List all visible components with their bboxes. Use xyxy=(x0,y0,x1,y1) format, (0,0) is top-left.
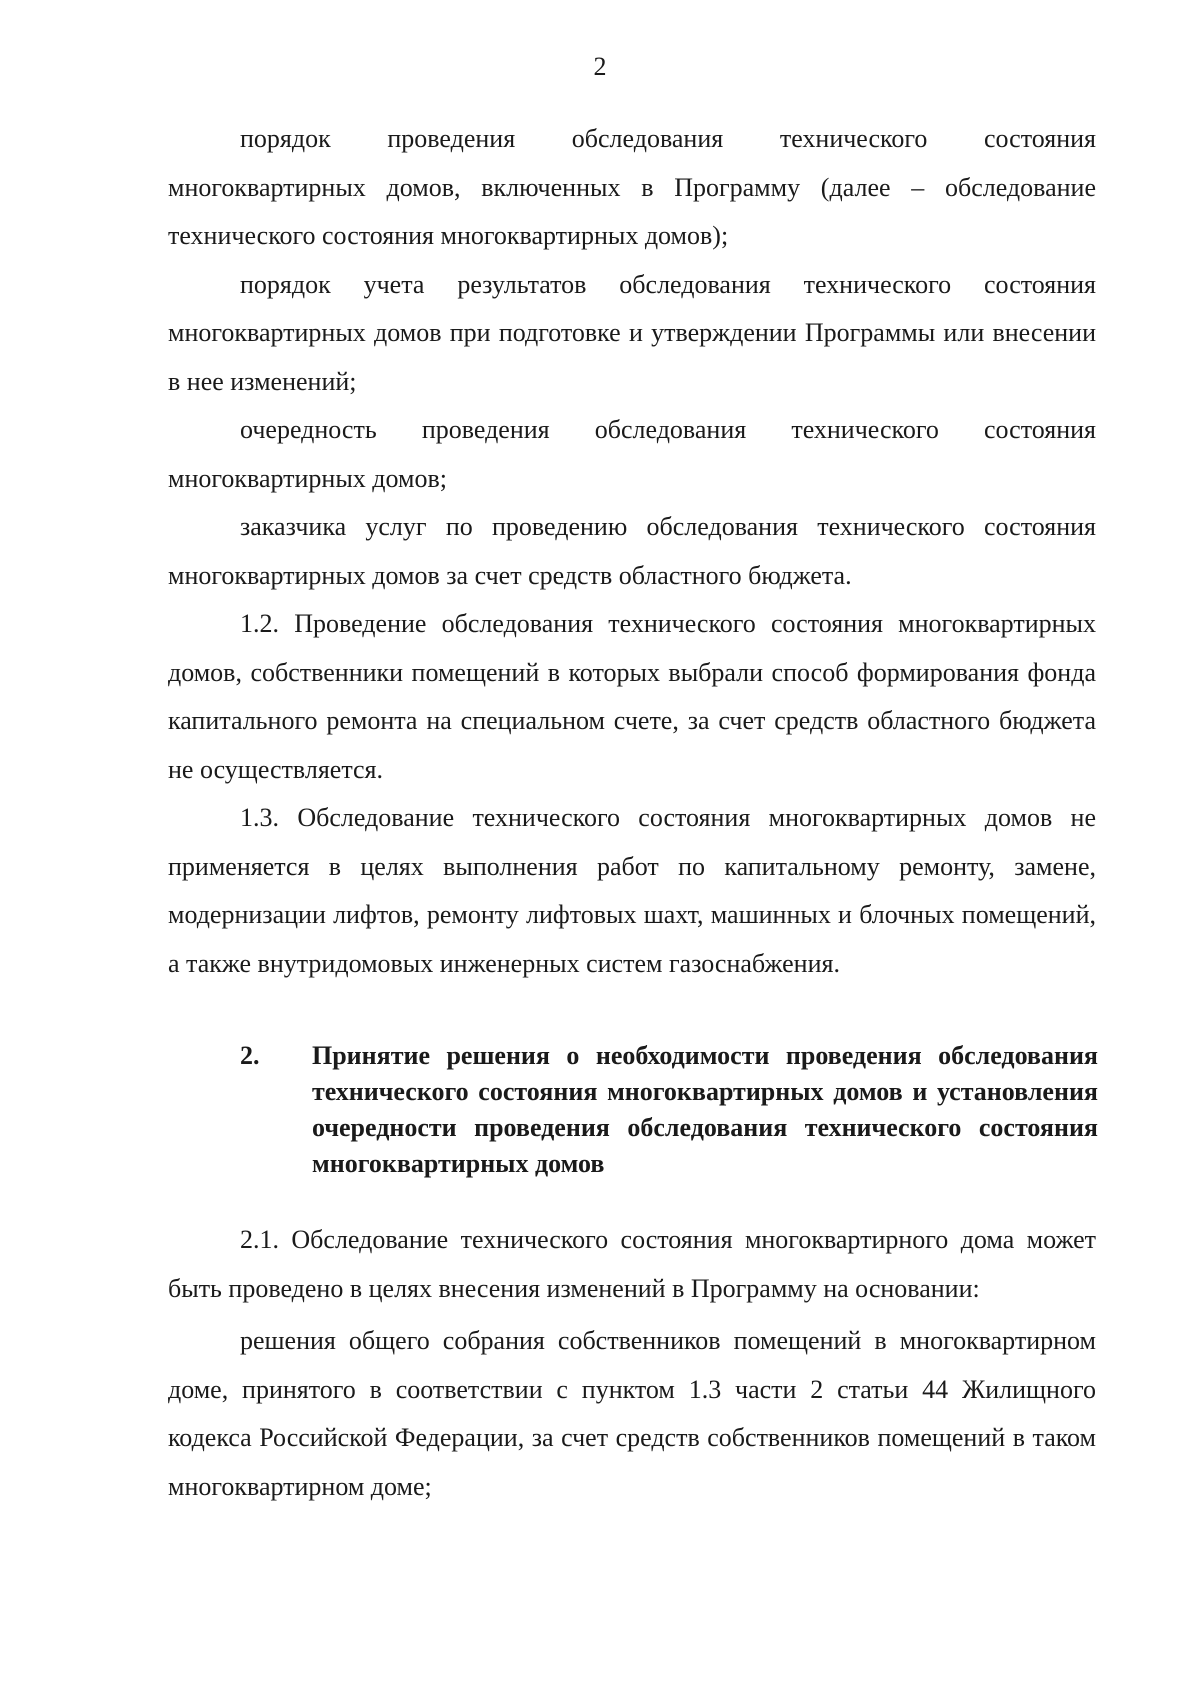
paragraph: очередность проведения обследования технического состояния многоквартирных домов; xyxy=(168,415,1096,493)
paragraph: заказчика услуг по проведению обследования технического состояния многоквартирных домов за счет средств областного бюджета. xyxy=(168,512,1096,590)
section-number: 2. xyxy=(240,1041,260,1070)
body-text-bottom xyxy=(168,1216,1096,1511)
paragraph: 1.3. Обследование технического состояния многоквартирных домов не применяется в целях выполнения работ по капитальному ремонту, замене, модернизации лифтов, ремонту лифтовых шахт, машинных и блочных помещений, а также внутридомовых инженерных систем газоснабжения. xyxy=(168,803,1096,978)
section-heading xyxy=(240,1038,1098,1182)
paragraph: порядок проведения обследования технического состояния многоквартирных домов, включенных в Программу (далее – обследование технического состояния многоквартирных домов); xyxy=(168,124,1096,250)
paragraph: порядок учета результатов обследования технического состояния многоквартирных домов при подготовке и утверждении Программы или внесении в нее изменений; xyxy=(168,269,1096,396)
page-number: 2 xyxy=(593,52,607,81)
paragraph: 2.1. Обследование технического состояния многоквартирного дома может быть проведено в целях внесения изменений в Программу на основании: xyxy=(168,1225,1096,1303)
body-text-top xyxy=(168,115,1096,988)
section-title: Принятие решения о необходимости проведения обследования технического состояния многоквартирных домов и установления очередности проведения обследования технического состояния многоквартирных домов xyxy=(312,1041,1098,1178)
paragraph: 1.2. Проведение обследования технического состояния многоквартирных домов, собственники помещений в которых выбрали способ формирования фонда капитального ремонта на специальном счете, за счет средств областного бюджета не осуществляется. xyxy=(168,609,1096,784)
paragraph: решения общего собрания собственников помещений в многоквартирном доме, принятого в соответствии с пунктом 1.3 части 2 статьи 44 Жилищного кодекса Российской Федерации, за счет средств собственников помещений в таком многоквартирном доме; xyxy=(168,1326,1096,1501)
